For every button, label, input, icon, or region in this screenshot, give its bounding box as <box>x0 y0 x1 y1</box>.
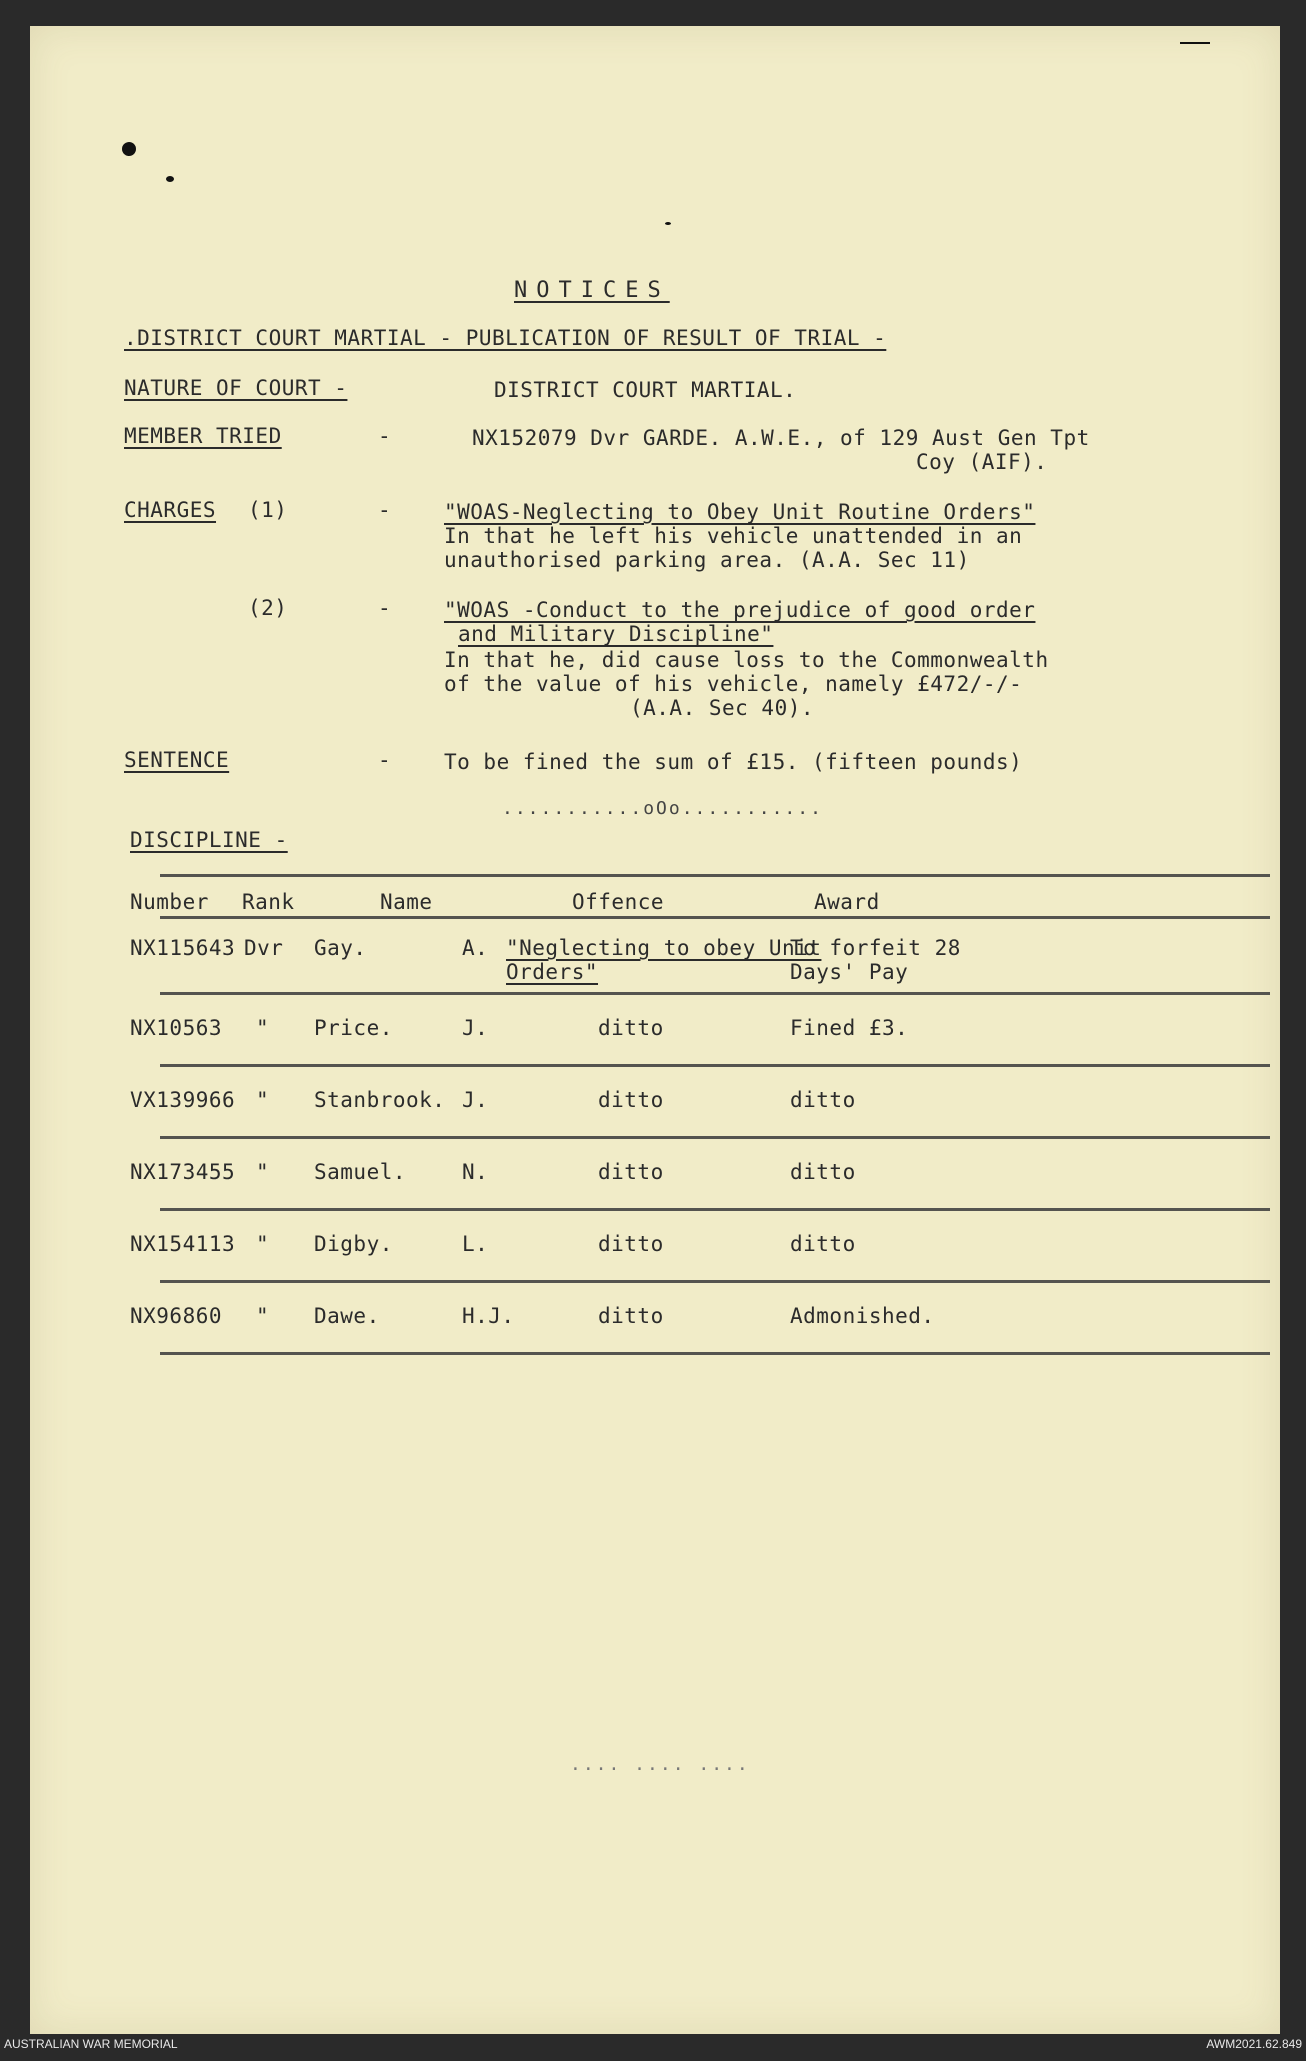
row-1-name: Gay. <box>314 936 367 960</box>
column-header-name: Name <box>380 890 433 914</box>
ink-speck <box>166 176 174 182</box>
charge-2-line-4: of the value of his vehicle, namely £472/-/- <box>444 672 1023 696</box>
row-1-offence-line-2: Orders" <box>506 960 599 984</box>
charge-2-number: (2) <box>248 596 288 620</box>
charge-2-line-3: In that he, did cause loss to the Commonwealth <box>444 648 1049 672</box>
footer-accession-number: AWM2021.62.849 <box>1206 2037 1302 2051</box>
row-1-initial: A. <box>462 936 489 960</box>
charge-1-number: (1) <box>248 498 288 522</box>
charges-label: CHARGES <box>124 498 217 522</box>
table-row-rule <box>160 1064 1270 1067</box>
row-3-offence: ditto <box>598 1088 664 1112</box>
row-6-name: Dawe. <box>314 1304 380 1328</box>
row-2-name: Price. <box>314 1016 393 1040</box>
row-4-offence: ditto <box>598 1160 664 1184</box>
charge-2-dash: - <box>378 596 392 620</box>
row-3-award: ditto <box>790 1088 856 1112</box>
column-header-offence: Offence <box>572 890 665 914</box>
row-4-initial: N. <box>462 1160 489 1184</box>
table-row-rule <box>160 992 1270 995</box>
member-label: MEMBER TRIED <box>124 424 282 448</box>
row-5-initial: L. <box>462 1232 489 1256</box>
charge-1-dash: - <box>378 498 392 522</box>
row-5-award: ditto <box>790 1232 856 1256</box>
table-bottom-rule <box>160 1352 1270 1355</box>
sentence-value: To be fined the sum of £15. (fifteen pounds) <box>444 750 1023 774</box>
row-6-initial: H.J. <box>462 1304 515 1328</box>
member-value-line-1: NX152079 Dvr GARDE. A.W.E., of 129 Aust Gen Tpt <box>472 426 1090 450</box>
row-6-number: NX96860 <box>130 1304 223 1328</box>
row-3-initial: J. <box>462 1088 489 1112</box>
row-6-offence: ditto <box>598 1304 664 1328</box>
row-2-rank: " <box>256 1016 270 1040</box>
ink-speck <box>1180 42 1210 44</box>
charge-1-line-2: In that he left his vehicle unattended in an <box>444 524 1023 548</box>
table-top-rule <box>160 874 1270 877</box>
footer-institution: AUSTRALIAN WAR MEMORIAL <box>4 2037 178 2051</box>
row-5-offence: ditto <box>598 1232 664 1256</box>
table-row-rule <box>160 1208 1270 1211</box>
column-header-number: Number <box>130 890 209 914</box>
row-2-number: NX10563 <box>130 1016 223 1040</box>
row-2-offence: ditto <box>598 1016 664 1040</box>
row-1-award-line-1: To forfeit 28 <box>790 936 961 960</box>
row-3-rank: " <box>256 1088 270 1112</box>
row-4-number: NX173455 <box>130 1160 236 1184</box>
charge-1-line-1: "WOAS-Neglecting to Obey Unit Routine Orders" <box>444 500 1036 524</box>
nature-label: NATURE OF COURT - <box>124 376 348 400</box>
row-2-award: Fined £3. <box>790 1016 909 1040</box>
member-dash: - <box>378 424 392 448</box>
row-4-name: Samuel. <box>314 1160 407 1184</box>
row-6-rank: " <box>256 1304 270 1328</box>
row-5-number: NX154113 <box>130 1232 236 1256</box>
table-header-rule <box>160 916 1270 919</box>
document-title: NOTICES <box>514 278 670 303</box>
sentence-dash: - <box>378 748 392 772</box>
charge-2-line-1: "WOAS -Conduct to the prejudice of good order <box>444 598 1036 622</box>
row-1-number: NX115643 <box>130 936 236 960</box>
row-5-name: Digby. <box>314 1232 393 1256</box>
discipline-heading: DISCIPLINE - <box>130 828 288 852</box>
document-heading: .DISTRICT COURT MARTIAL - PUBLICATION OF RESULT OF TRIAL - <box>124 326 887 350</box>
row-1-rank: Dvr <box>244 936 284 960</box>
row-3-name: Stanbrook. <box>314 1088 446 1112</box>
table-row-rule <box>160 1280 1270 1283</box>
bottom-dots: .... .... .... <box>570 1754 750 1775</box>
charge-2-line-2: and Military Discipline" <box>458 622 774 646</box>
charge-2-line-5: (A.A. Sec 40). <box>630 696 815 720</box>
section-separator: ...........oOo........... <box>502 798 823 819</box>
table-row-rule <box>160 1136 1270 1139</box>
ink-speck <box>122 142 136 156</box>
row-2-initial: J. <box>462 1016 489 1040</box>
charge-1-line-3: unauthorised parking area. (A.A. Sec 11) <box>444 548 970 572</box>
row-5-rank: " <box>256 1232 270 1256</box>
ink-speck <box>665 222 671 225</box>
row-1-award-line-2: Days' Pay <box>790 960 909 984</box>
nature-value: DISTRICT COURT MARTIAL. <box>494 378 797 402</box>
document-page <box>30 26 1280 2034</box>
row-3-number: VX139966 <box>130 1088 236 1112</box>
row-6-award: Admonished. <box>790 1304 935 1328</box>
member-value-line-2: Coy (AIF). <box>916 450 1048 474</box>
sentence-label: SENTENCE <box>124 748 230 772</box>
column-header-award: Award <box>814 890 880 914</box>
column-header-rank: Rank <box>242 890 295 914</box>
row-4-rank: " <box>256 1160 270 1184</box>
row-1-offence-line-1: "Neglecting to obey Unit <box>506 936 822 960</box>
row-4-award: ditto <box>790 1160 856 1184</box>
